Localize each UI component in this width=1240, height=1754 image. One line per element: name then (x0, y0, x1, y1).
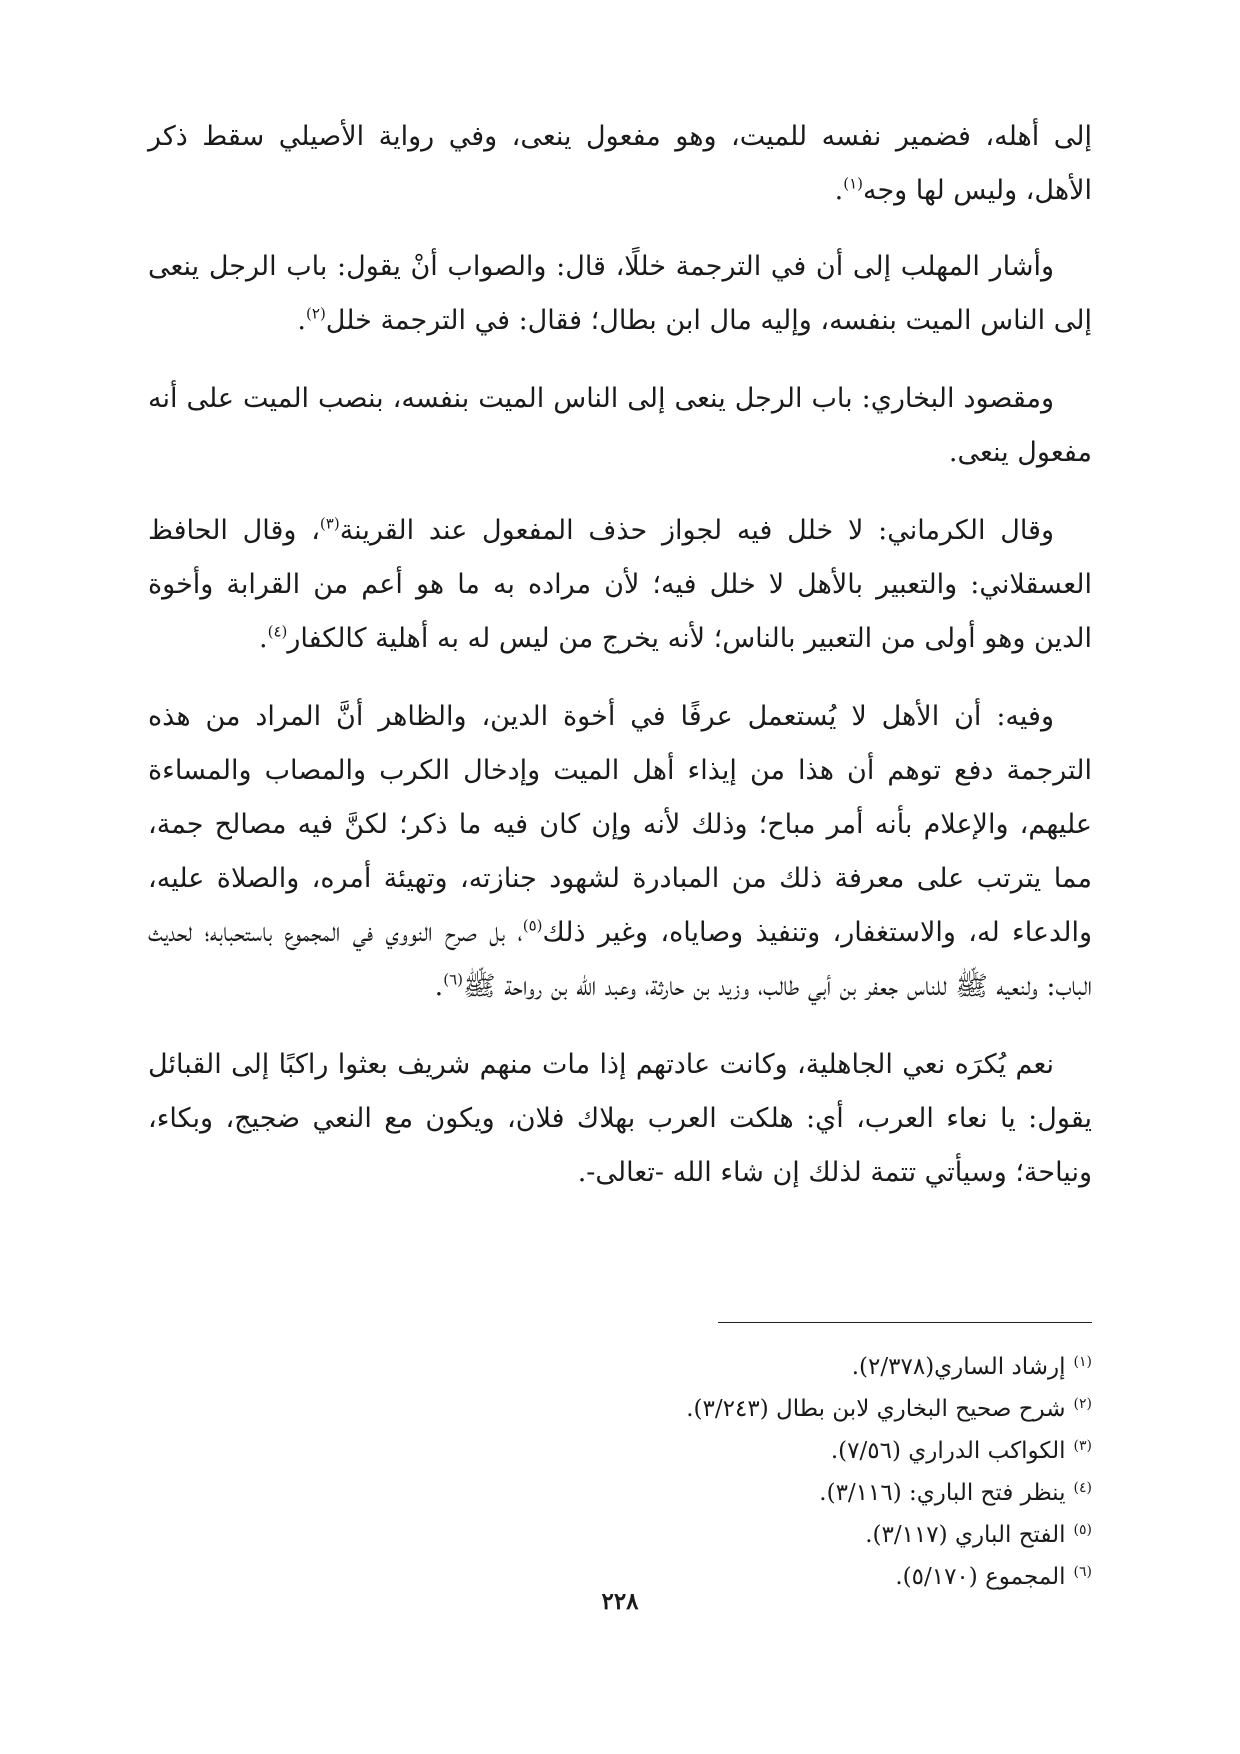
paragraph-2: وأشار المهلب إلى أن في الترجمة خللًا، قال: والصواب أنْ يقول: باب الرجل ينعى إلى الناس الميت بنفسه، وإليه مال ابن بطال؛ فقال: في الترجمة خلل$^{(٢)}$. (148, 251, 1092, 336)
footnote-ref-3[interactable]: (٣) (319, 514, 340, 533)
footnote-ref-6[interactable]: (٦) (443, 970, 464, 989)
body-text (148, 110, 1092, 1224)
footnote-ref-5[interactable]: (٥) (522, 916, 543, 935)
paragraph-5: وفيه: أن الأهل لا يُستعمل عرفًا في أخوة الدين، والظاهر أنَّ المراد من هذه الترجمة دفع توهم أن هذا من إيذاء أهل الميت وإدخال الكرب والمصاب والمساءة عليهم، والإعلام بأنه أمر مباح؛ وذلك لأنه وإن كان فيه ما ذكر؛ لكنَّ فيه مصالح جمة، مما يترتب على معرفة ذلك من المبادرة لشهود جنازته، وتهيئة أمره، والصلاة عليه، والدعاء له، والاستغفار، وتنفيذ وصاياه، وغير ذلك$^{(٥)}$، بل صرح النووي في المجموع باستحبابه؛ لحديث الباب: ولنعيه ﷺ للناس جعفر بن أبي طالب، وزيد بن حارثة، وعبد الله بن رواحة ﷺ$^{(٦)}$. (148, 701, 1092, 1002)
footnote-number: (٥) (1073, 1521, 1092, 1538)
paragraph-6: نعم يُكرَه نعي الجاهلية، وكانت عادتهم إذا مات منهم شريف بعثوا راكبًا إلى القبائل يقول: يا نعاء العرب، أي: هلكت العرب بهلاك فلان، ويكون مع النعي ضجيج، وبكاء، ونياحة؛ وسيأتي تتمة لذلك إن شاء الله -تعالى-. (148, 1049, 1092, 1188)
footnote-number: (٦) (1073, 1563, 1092, 1580)
footnote-3: $^{(٣)}$الكواكب الدراري (٧/٥٦). (830, 1437, 1092, 1464)
paragraph-1: إلى أهله، فضمير نفسه للميت، وهو مفعول ينعى، وفي رواية الأصيلي سقط ذكر الأهل، وليس لها وجه$^{(١)}$. (148, 121, 1092, 206)
footnote-number: (٢) (1073, 1395, 1092, 1412)
footnote-2: $^{(٢)}$شرح صحيح البخاري لابن بطال (٣/٢٤٣). (686, 1395, 1092, 1422)
paragraph-4: وقال الكرماني: لا خلل فيه لجواز حذف المفعول عند القرينة$^{(٣)}$، وقال الحافظ العسقلاني: والتعبير بالأهل لا خلل فيه؛ لأن مراده به ما هو أعم من القرابة وأخوة الدين وهو أولى من التعبير بالناس؛ لأنه يخرج من ليس له به أهلية كالكفار$^{(٤)}$. (148, 514, 1092, 654)
footnote-ref-4[interactable]: (٤) (267, 622, 288, 641)
footnote-number: (١) (1073, 1353, 1092, 1370)
footnote-4: $^{(٤)}$ينظر فتح الباري: (٣/١١٦). (819, 1479, 1092, 1506)
footnote-5: $^{(٥)}$الفتح الباري (٣/١١٧). (865, 1521, 1092, 1548)
footnote-1: $^{(١)}$إرشاد الساري(٢/٣٧٨). (851, 1353, 1092, 1380)
footnote-ref-1[interactable]: (١) (843, 174, 863, 193)
page-number: ٢٢٨ (601, 1588, 639, 1615)
footnote-6: $^{(٦)}$المجموع (٥/١٧٠). (895, 1563, 1092, 1590)
footnote-number: (٤) (1073, 1479, 1092, 1496)
footnote-ref-2[interactable]: (٢) (306, 304, 326, 323)
paragraph-3: ومقصود البخاري: باب الرجل ينعى إلى الناس الميت بنفسه، بنصب الميت على أنه مفعول ينعى. (148, 383, 1092, 468)
footnote-number: (٣) (1073, 1437, 1092, 1454)
footnote-divider (718, 1322, 1092, 1323)
footnotes-section (148, 1346, 1092, 1598)
